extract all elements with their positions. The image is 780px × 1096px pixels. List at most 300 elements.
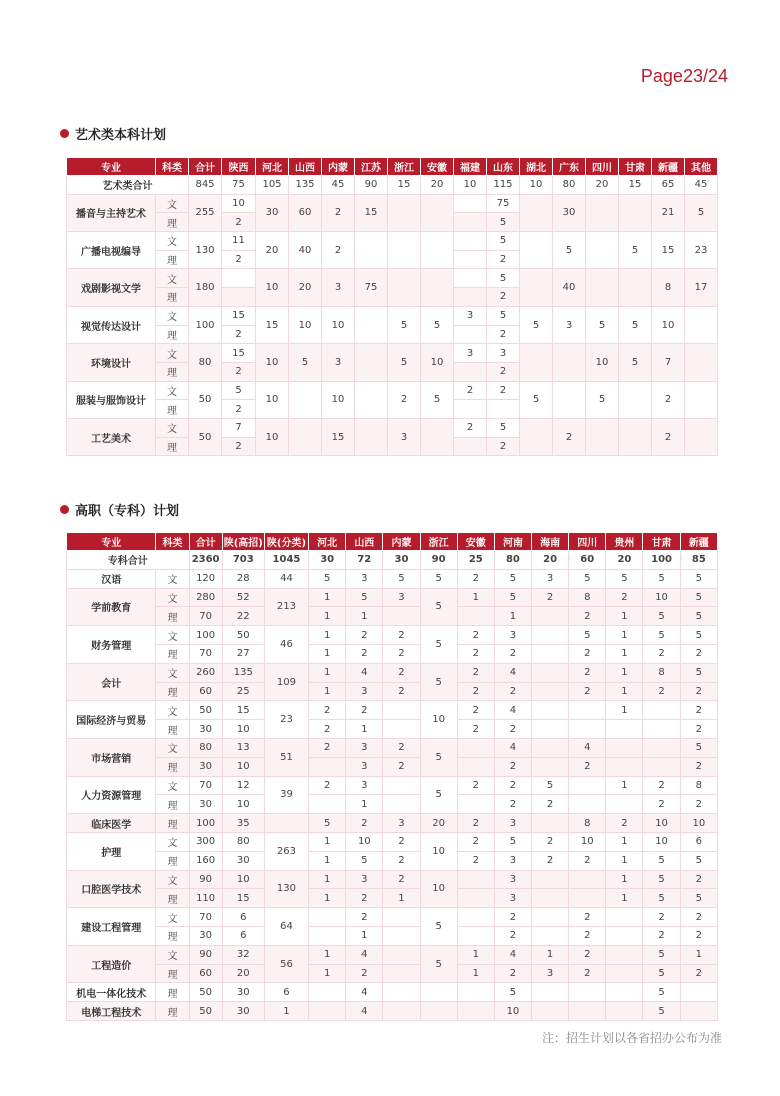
table-cell bbox=[454, 269, 487, 288]
table-cell bbox=[383, 908, 420, 927]
table-cell: 13 bbox=[222, 738, 264, 757]
table-cell: 45 bbox=[322, 176, 355, 195]
table-cell: 2 bbox=[346, 964, 383, 983]
table-cell: 2 bbox=[309, 720, 346, 739]
table-cell: 2 bbox=[346, 814, 383, 833]
table-cell bbox=[532, 757, 569, 776]
table-cell bbox=[457, 926, 494, 945]
table-cell: 27 bbox=[222, 644, 264, 663]
table-cell: 21 bbox=[652, 194, 685, 231]
table-cell: 160 bbox=[189, 851, 222, 870]
category-cell: 文 bbox=[156, 381, 189, 400]
table-cell: 5 bbox=[383, 569, 420, 588]
table-cell bbox=[532, 870, 569, 889]
category-cell: 文 bbox=[156, 569, 189, 588]
table-cell: 1 bbox=[606, 607, 643, 626]
table-cell: 2 bbox=[494, 795, 531, 814]
table-cell bbox=[309, 795, 346, 814]
table-cell: 75 bbox=[355, 269, 388, 306]
table-cell: 90 bbox=[420, 551, 457, 570]
major-row bbox=[67, 381, 718, 400]
table-cell bbox=[586, 269, 619, 306]
category-cell: 理 bbox=[156, 250, 189, 269]
table-cell: 5 bbox=[643, 983, 680, 1002]
table-cell: 60 bbox=[569, 551, 606, 570]
table-cell: 2 bbox=[457, 832, 494, 851]
category-cell: 理 bbox=[156, 964, 189, 983]
table-cell: 1 bbox=[309, 889, 346, 908]
table-cell: 4 bbox=[494, 701, 531, 720]
table-cell bbox=[606, 795, 643, 814]
table-cell bbox=[569, 983, 606, 1002]
table-cell: 50 bbox=[189, 1002, 222, 1021]
table-cell: 1 bbox=[309, 682, 346, 701]
table-cell bbox=[457, 795, 494, 814]
table-cell: 2 bbox=[457, 663, 494, 682]
table-cell: 10 bbox=[454, 176, 487, 195]
table-cell: 5 bbox=[420, 569, 457, 588]
table-cell: 20 bbox=[532, 551, 569, 570]
table-cell bbox=[619, 194, 652, 231]
column-header: 河南 bbox=[494, 533, 531, 551]
vocational-plan-table bbox=[66, 532, 718, 1021]
table-cell: 4 bbox=[494, 945, 531, 964]
table-cell: 2 bbox=[643, 926, 680, 945]
column-header: 科类 bbox=[156, 158, 189, 176]
major-row bbox=[67, 269, 718, 288]
category-cell: 理 bbox=[156, 1002, 189, 1021]
table-cell: 3 bbox=[346, 776, 383, 795]
table-cell: 1 bbox=[457, 964, 494, 983]
table-cell bbox=[680, 1002, 717, 1021]
total-label: 艺术类合计 bbox=[67, 176, 189, 195]
table-cell bbox=[383, 607, 420, 626]
column-header: 合计 bbox=[189, 158, 222, 176]
table-cell bbox=[532, 738, 569, 757]
table-cell: 135 bbox=[289, 176, 322, 195]
column-header: 安徽 bbox=[421, 158, 454, 176]
table-cell bbox=[569, 701, 606, 720]
table-cell: 2 bbox=[569, 644, 606, 663]
table-cell: 115 bbox=[487, 176, 520, 195]
total-row bbox=[67, 551, 718, 570]
table-cell: 50 bbox=[189, 701, 222, 720]
table-cell: 3 bbox=[494, 814, 531, 833]
table-cell: 8 bbox=[643, 663, 680, 682]
table-cell: 12 bbox=[222, 776, 264, 795]
table-cell: 2 bbox=[388, 381, 421, 418]
table-cell: 5 bbox=[420, 776, 457, 814]
table-cell: 2 bbox=[680, 757, 717, 776]
table-cell bbox=[643, 701, 680, 720]
table-cell: 1 bbox=[309, 832, 346, 851]
table-cell: 15 bbox=[256, 306, 289, 343]
table-cell: 2 bbox=[346, 626, 383, 645]
table-cell: 2 bbox=[457, 720, 494, 739]
total-label: 专科合计 bbox=[67, 551, 190, 570]
column-header: 广东 bbox=[553, 158, 586, 176]
major-row bbox=[67, 776, 718, 795]
table-cell: 5 bbox=[494, 569, 531, 588]
table-cell: 3 bbox=[346, 757, 383, 776]
table-cell: 2 bbox=[383, 851, 420, 870]
table-cell: 90 bbox=[189, 945, 222, 964]
table-cell: 1 bbox=[606, 701, 643, 720]
table-cell: 2 bbox=[487, 437, 520, 456]
table-cell: 2 bbox=[457, 814, 494, 833]
major-row bbox=[67, 701, 718, 720]
table-cell: 72 bbox=[346, 551, 383, 570]
table-cell bbox=[309, 926, 346, 945]
table-cell bbox=[454, 232, 487, 251]
column-header: 陕(高招) bbox=[222, 533, 264, 551]
table-cell: 2 bbox=[346, 889, 383, 908]
major-name: 财务管理 bbox=[67, 626, 156, 664]
table-cell: 10 bbox=[222, 720, 264, 739]
table-cell bbox=[606, 908, 643, 927]
table-cell bbox=[569, 720, 606, 739]
table-cell bbox=[487, 400, 520, 419]
table-cell: 845 bbox=[189, 176, 222, 195]
table-cell: 5 bbox=[586, 381, 619, 418]
table-cell: 5 bbox=[643, 1002, 680, 1021]
table-cell: 2 bbox=[643, 776, 680, 795]
table-cell bbox=[685, 418, 718, 455]
table-cell: 10 bbox=[520, 176, 553, 195]
table-cell bbox=[420, 1002, 457, 1021]
table-cell: 2 bbox=[494, 644, 531, 663]
table-cell: 5 bbox=[619, 232, 652, 269]
table-cell: 120 bbox=[189, 569, 222, 588]
table-cell: 44 bbox=[264, 569, 308, 588]
table-cell bbox=[383, 1002, 420, 1021]
table-cell bbox=[454, 250, 487, 269]
table-cell: 8 bbox=[680, 776, 717, 795]
table-cell: 2 bbox=[532, 588, 569, 607]
table-cell: 5 bbox=[680, 626, 717, 645]
table-cell bbox=[606, 757, 643, 776]
table-cell: 2 bbox=[457, 701, 494, 720]
table-cell: 1 bbox=[457, 945, 494, 964]
major-name: 播音与主持艺术 bbox=[67, 194, 156, 231]
table-cell bbox=[454, 325, 487, 344]
table-cell: 10 bbox=[643, 814, 680, 833]
table-cell: 100 bbox=[189, 306, 222, 343]
column-header: 内蒙 bbox=[383, 533, 420, 551]
major-name: 汉语 bbox=[67, 569, 156, 588]
major-name: 机电一体化技术 bbox=[67, 983, 156, 1002]
table-cell: 90 bbox=[189, 870, 222, 889]
category-cell: 理 bbox=[156, 644, 189, 663]
table-cell: 2 bbox=[680, 682, 717, 701]
table-header-row bbox=[67, 533, 718, 551]
table-cell bbox=[289, 418, 322, 455]
table-cell bbox=[454, 288, 487, 307]
major-name: 国际经济与贸易 bbox=[67, 701, 156, 739]
major-row bbox=[67, 720, 718, 739]
art-plan-table bbox=[66, 157, 718, 456]
table-cell: 6 bbox=[680, 832, 717, 851]
column-header: 浙江 bbox=[420, 533, 457, 551]
column-header: 山西 bbox=[346, 533, 383, 551]
table-cell: 3 bbox=[383, 814, 420, 833]
major-row bbox=[67, 682, 718, 701]
major-row bbox=[67, 1002, 718, 1021]
table-cell: 180 bbox=[189, 269, 222, 306]
table-cell: 10 bbox=[420, 832, 457, 870]
table-cell: 2 bbox=[487, 288, 520, 307]
major-name: 服装与服饰设计 bbox=[67, 381, 156, 418]
table-cell: 2 bbox=[383, 832, 420, 851]
table-cell: 5 bbox=[606, 569, 643, 588]
table-cell: 45 bbox=[685, 176, 718, 195]
table-cell: 2 bbox=[680, 964, 717, 983]
table-cell: 10 bbox=[222, 757, 264, 776]
table-cell: 20 bbox=[606, 551, 643, 570]
table-cell: 30 bbox=[309, 551, 346, 570]
table-cell: 1 bbox=[346, 926, 383, 945]
table-cell: 2 bbox=[569, 663, 606, 682]
table-cell: 5 bbox=[643, 964, 680, 983]
table-cell bbox=[421, 269, 454, 306]
table-cell: 80 bbox=[189, 344, 222, 381]
major-row bbox=[67, 851, 718, 870]
column-header: 福建 bbox=[454, 158, 487, 176]
table-cell: 130 bbox=[189, 232, 222, 269]
table-cell bbox=[586, 194, 619, 231]
table-cell: 5 bbox=[569, 569, 606, 588]
column-header: 其他 bbox=[685, 158, 718, 176]
table-cell: 1 bbox=[606, 851, 643, 870]
major-row bbox=[67, 832, 718, 851]
table-cell: 30 bbox=[222, 851, 264, 870]
category-cell: 文 bbox=[156, 832, 189, 851]
table-cell: 280 bbox=[189, 588, 222, 607]
table-cell: 3 bbox=[454, 306, 487, 325]
table-cell bbox=[457, 870, 494, 889]
category-cell: 文 bbox=[156, 870, 189, 889]
table-cell bbox=[457, 1002, 494, 1021]
table-cell: 5 bbox=[619, 344, 652, 381]
table-cell: 3 bbox=[494, 870, 531, 889]
table-cell bbox=[586, 418, 619, 455]
category-cell: 理 bbox=[156, 437, 189, 456]
table-cell: 1 bbox=[494, 607, 531, 626]
table-cell: 2 bbox=[532, 851, 569, 870]
table-cell: 5 bbox=[643, 626, 680, 645]
table-cell: 3 bbox=[487, 344, 520, 363]
table-cell: 2 bbox=[309, 701, 346, 720]
table-cell bbox=[454, 194, 487, 213]
major-name: 工艺美术 bbox=[67, 418, 156, 455]
table-cell bbox=[355, 232, 388, 269]
category-cell: 理 bbox=[156, 926, 189, 945]
section-title-vocational: 高职（专科）计划 bbox=[60, 500, 179, 519]
table-cell: 2 bbox=[680, 701, 717, 720]
table-cell: 20 bbox=[256, 232, 289, 269]
table-cell: 2 bbox=[569, 964, 606, 983]
table-cell: 10 bbox=[289, 306, 322, 343]
category-cell: 理 bbox=[156, 851, 189, 870]
table-cell: 2 bbox=[346, 644, 383, 663]
table-cell bbox=[355, 418, 388, 455]
table-cell: 10 bbox=[652, 306, 685, 343]
table-cell: 4 bbox=[494, 738, 531, 757]
table-cell bbox=[680, 983, 717, 1002]
table-cell: 3 bbox=[346, 569, 383, 588]
table-cell: 1 bbox=[606, 626, 643, 645]
table-cell bbox=[520, 418, 553, 455]
table-cell: 10 bbox=[322, 381, 355, 418]
table-cell: 20 bbox=[222, 964, 264, 983]
category-cell: 理 bbox=[156, 983, 189, 1002]
table-cell bbox=[309, 983, 346, 1002]
category-cell: 文 bbox=[156, 663, 189, 682]
table-cell: 1 bbox=[309, 644, 346, 663]
table-cell: 20 bbox=[586, 176, 619, 195]
column-header: 合计 bbox=[189, 533, 222, 551]
table-cell: 5 bbox=[222, 381, 256, 400]
table-cell: 30 bbox=[222, 983, 264, 1002]
table-cell: 75 bbox=[222, 176, 256, 195]
column-header: 四川 bbox=[586, 158, 619, 176]
table-cell bbox=[532, 814, 569, 833]
table-cell: 2 bbox=[383, 663, 420, 682]
table-cell: 2 bbox=[222, 362, 256, 381]
table-cell: 4 bbox=[494, 663, 531, 682]
table-cell: 3 bbox=[532, 964, 569, 983]
table-cell: 10 bbox=[680, 814, 717, 833]
major-name: 戏剧影视文学 bbox=[67, 269, 156, 306]
category-cell: 文 bbox=[156, 626, 189, 645]
table-cell bbox=[520, 232, 553, 269]
table-cell: 5 bbox=[680, 851, 717, 870]
table-cell: 46 bbox=[264, 626, 308, 664]
table-cell: 10 bbox=[643, 832, 680, 851]
column-header: 河北 bbox=[256, 158, 289, 176]
major-row bbox=[67, 870, 718, 889]
table-cell: 5 bbox=[487, 213, 520, 232]
table-cell: 10 bbox=[256, 381, 289, 418]
table-cell: 65 bbox=[652, 176, 685, 195]
table-cell: 1 bbox=[309, 607, 346, 626]
table-cell: 3 bbox=[494, 851, 531, 870]
table-cell bbox=[606, 945, 643, 964]
column-header: 海南 bbox=[532, 533, 569, 551]
table-cell: 5 bbox=[553, 232, 586, 269]
table-cell: 2 bbox=[346, 908, 383, 927]
table-cell: 3 bbox=[346, 682, 383, 701]
table-cell: 23 bbox=[685, 232, 718, 269]
table-cell: 2 bbox=[643, 644, 680, 663]
table-cell: 3 bbox=[322, 269, 355, 306]
table-cell: 5 bbox=[487, 232, 520, 251]
table-cell: 10 bbox=[346, 832, 383, 851]
table-cell: 85 bbox=[680, 551, 717, 570]
table-cell bbox=[685, 306, 718, 343]
table-cell bbox=[421, 194, 454, 231]
table-cell: 5 bbox=[346, 851, 383, 870]
table-cell: 135 bbox=[222, 663, 264, 682]
table-cell bbox=[420, 983, 457, 1002]
table-cell: 5 bbox=[487, 306, 520, 325]
column-header: 新疆 bbox=[680, 533, 717, 551]
table-cell: 2 bbox=[569, 607, 606, 626]
table-cell: 10 bbox=[420, 870, 457, 908]
table-cell: 1 bbox=[309, 964, 346, 983]
section-title-art: 艺术类本科计划 bbox=[60, 124, 166, 143]
table-cell: 2 bbox=[494, 964, 531, 983]
table-cell: 5 bbox=[494, 832, 531, 851]
category-cell: 文 bbox=[156, 588, 189, 607]
table-cell bbox=[532, 1002, 569, 1021]
table-cell: 2 bbox=[494, 757, 531, 776]
major-row bbox=[67, 663, 718, 682]
table-cell: 5 bbox=[643, 870, 680, 889]
table-cell bbox=[532, 663, 569, 682]
table-cell: 2 bbox=[494, 776, 531, 795]
table-cell: 20 bbox=[289, 269, 322, 306]
major-name: 学前教育 bbox=[67, 588, 156, 626]
table-cell bbox=[383, 720, 420, 739]
footnote: 注：招生计划以各省招办公布为准 bbox=[541, 1031, 722, 1045]
table-cell: 51 bbox=[264, 738, 308, 776]
table-cell: 7 bbox=[222, 418, 256, 437]
table-cell: 5 bbox=[520, 381, 553, 418]
major-row bbox=[67, 738, 718, 757]
table-cell: 5 bbox=[586, 306, 619, 343]
column-header: 贵州 bbox=[606, 533, 643, 551]
major-row bbox=[67, 983, 718, 1002]
major-row bbox=[67, 908, 718, 927]
table-cell: 5 bbox=[494, 983, 531, 1002]
table-cell: 2 bbox=[454, 381, 487, 400]
major-row bbox=[67, 814, 718, 833]
table-cell: 2 bbox=[680, 720, 717, 739]
table-cell: 40 bbox=[553, 269, 586, 306]
table-cell: 2 bbox=[383, 757, 420, 776]
table-cell: 1 bbox=[346, 720, 383, 739]
table-cell: 30 bbox=[189, 720, 222, 739]
table-cell: 5 bbox=[309, 814, 346, 833]
table-cell: 10 bbox=[586, 344, 619, 381]
table-cell: 5 bbox=[643, 945, 680, 964]
table-cell: 15 bbox=[388, 176, 421, 195]
table-cell: 2 bbox=[569, 757, 606, 776]
table-cell: 8 bbox=[569, 588, 606, 607]
category-cell: 文 bbox=[156, 269, 189, 288]
category-cell: 理 bbox=[156, 795, 189, 814]
category-cell: 理 bbox=[156, 288, 189, 307]
table-cell: 80 bbox=[494, 551, 531, 570]
column-header: 专业 bbox=[67, 158, 156, 176]
table-cell: 2 bbox=[383, 626, 420, 645]
table-cell: 2 bbox=[222, 400, 256, 419]
table-cell: 20 bbox=[421, 176, 454, 195]
table-cell: 50 bbox=[189, 381, 222, 418]
table-cell: 1 bbox=[532, 945, 569, 964]
table-cell: 80 bbox=[553, 176, 586, 195]
major-row bbox=[67, 964, 718, 983]
table-cell: 5 bbox=[532, 776, 569, 795]
category-cell: 理 bbox=[156, 325, 189, 344]
table-cell: 5 bbox=[421, 306, 454, 343]
table-cell: 2 bbox=[532, 795, 569, 814]
table-cell bbox=[457, 983, 494, 1002]
table-cell bbox=[532, 983, 569, 1002]
table-cell bbox=[454, 362, 487, 381]
table-cell bbox=[520, 344, 553, 381]
